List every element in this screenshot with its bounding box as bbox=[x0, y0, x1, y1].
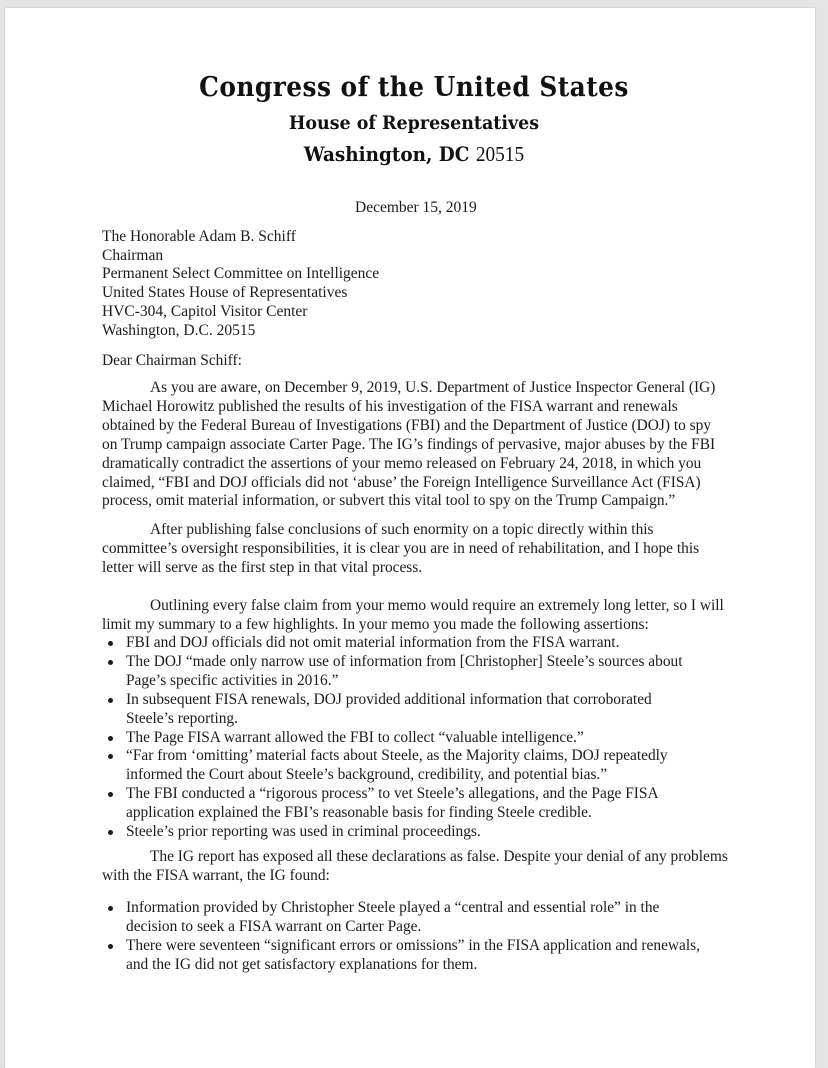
recipient-address bbox=[102, 228, 379, 340]
paragraph-line: claimed, “FBI and DOJ officials did not ‘abuse’ the Foreign Intelligence Surveillance Act (FISA) bbox=[102, 473, 701, 491]
paragraph-line: The IG report has exposed all these declarations as false. Despite your denial of any problems bbox=[150, 848, 728, 865]
recipient-line: Chairman bbox=[102, 246, 164, 264]
paragraph-2 bbox=[102, 521, 822, 578]
bullet-icon bbox=[108, 830, 113, 835]
assertion-item bbox=[102, 729, 802, 748]
bullet-line: The Page FISA warrant allowed the FBI to collect “valuable intelligence.” bbox=[126, 728, 584, 746]
bullet-icon bbox=[108, 736, 113, 741]
letterhead-zip: 20515 bbox=[475, 142, 525, 166]
bullet-line: and the IG did not get satisfactory explanations for them. bbox=[126, 955, 478, 973]
letterhead-address bbox=[33, 142, 795, 167]
recipient-line: HVC-304, Capitol Visitor Center bbox=[102, 302, 308, 320]
paragraph-line: on Trump campaign associate Carter Page. The IG’s findings of pervasive, major abuses by the FBI bbox=[102, 435, 716, 453]
bullet-line: The FBI conducted a “rigorous process” to vet Steele’s allegations, and the Page FISA bbox=[126, 785, 659, 803]
paragraph-line: dramatically contradict the assertions of your memo released on February 24, 2018, in which you bbox=[102, 454, 702, 472]
bullet-line: application explained the FBI’s reasonable basis for finding Steele credible. bbox=[126, 804, 592, 822]
bullet-line: Information provided by Christopher Steele played a “central and essential role” in the bbox=[126, 899, 660, 916]
paragraph-line: After publishing false conclusions of such enormity on a topic directly within this bbox=[150, 521, 654, 538]
finding-item bbox=[102, 899, 802, 937]
letterhead-title: Congress of the United States bbox=[199, 72, 629, 103]
bullet-line: “Far from ‘omitting’ material facts about Steele, as the Majority claims, DOJ repeatedly bbox=[126, 747, 668, 765]
bullet-icon bbox=[108, 906, 113, 911]
finding-item bbox=[102, 937, 802, 975]
paragraph-3 bbox=[102, 597, 822, 635]
bullet-icon bbox=[108, 754, 113, 759]
paragraph-line: letter will serve as the first step in that vital process. bbox=[102, 558, 423, 576]
paragraph-line: As you are aware, on December 9, 2019, U.S. Department of Justice Inspector General (IG) bbox=[150, 379, 716, 396]
paragraph-1 bbox=[102, 379, 822, 511]
bullet-line: FBI and DOJ officials did not omit material information from the FISA warrant. bbox=[126, 634, 620, 651]
assertion-item bbox=[102, 634, 802, 653]
findings-list bbox=[102, 899, 802, 975]
letterhead-city: Washington, DC bbox=[303, 142, 470, 166]
paragraph-line: with the FISA warrant, the IG found: bbox=[102, 866, 330, 884]
bullet-icon bbox=[108, 944, 113, 949]
bullet-icon bbox=[108, 641, 113, 646]
bullet-line: decision to seek a FISA warrant on Carter Page. bbox=[126, 917, 422, 935]
recipient-line: The Honorable Adam B. Schiff bbox=[102, 228, 296, 245]
recipient-line: Permanent Select Committee on Intelligence bbox=[102, 265, 380, 283]
bullet-line: There were seventeen “significant errors or omissions” in the FISA application and renewals, bbox=[126, 936, 700, 954]
salutation: Dear Chairman Schiff: bbox=[102, 352, 242, 369]
recipient-line: United States House of Representatives bbox=[102, 284, 348, 302]
paragraph-4 bbox=[102, 848, 822, 886]
assertion-item bbox=[102, 747, 802, 785]
bullet-icon bbox=[108, 698, 113, 703]
paragraph-line: committee’s oversight responsibilities, it is clear you are in need of rehabilitation, and I hope this bbox=[102, 539, 700, 557]
paragraph-line: process, omit material information, or subvert this vital tool to spy on the Trump Campaign.” bbox=[102, 492, 676, 510]
bullet-line: In subsequent FISA renewals, DOJ provided additional information that corroborated bbox=[126, 690, 652, 708]
recipient-line: Washington, D.C. 20515 bbox=[102, 321, 256, 339]
bullet-line: Page’s specific activities in 2016.” bbox=[126, 671, 339, 689]
assertion-item bbox=[102, 823, 802, 842]
letter-date: December 15, 2019 bbox=[355, 199, 477, 216]
paragraph-line: obtained by the Federal Bureau of Investigations (FBI) and the Department of Justice (DOJ) to spy bbox=[102, 416, 712, 434]
paragraph-line: Michael Horowitz published the results of his investigation of the FISA warrant and renewals bbox=[102, 397, 678, 415]
bullet-line: informed the Court about Steele’s background, credibility, and potential bias.” bbox=[126, 766, 608, 784]
bullet-icon bbox=[108, 792, 113, 797]
bullet-line: Steele’s reporting. bbox=[126, 709, 238, 727]
bullet-line: Steele’s prior reporting was used in criminal proceedings. bbox=[126, 823, 481, 841]
assertion-item bbox=[102, 653, 802, 691]
bullet-line: The DOJ “made only narrow use of information from [Christopher] Steele’s sources about bbox=[126, 652, 683, 670]
assertion-item bbox=[102, 691, 802, 729]
bullet-icon bbox=[108, 660, 113, 665]
assertion-item bbox=[102, 785, 802, 823]
letterhead-subtitle: House of Representatives bbox=[288, 112, 540, 134]
paragraph-line: limit my summary to a few highlights. In your memo you made the following assertions: bbox=[102, 615, 649, 633]
paragraph-line: Outlining every false claim from your memo would require an extremely long letter, so I will bbox=[150, 597, 724, 614]
assertions-list bbox=[102, 634, 802, 842]
